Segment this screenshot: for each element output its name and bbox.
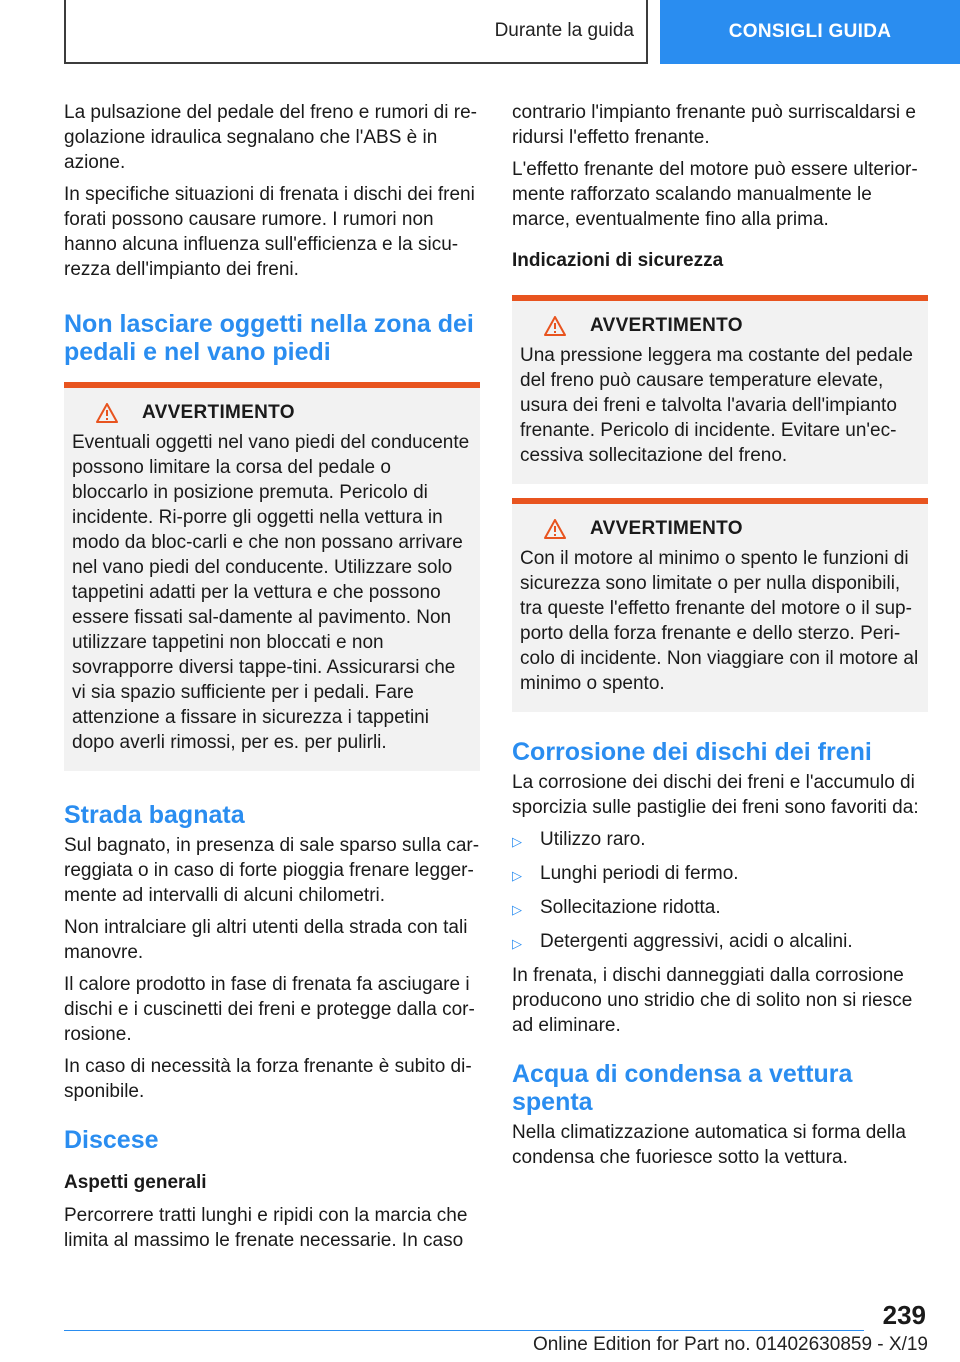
paragraph: Sul bagnato, in presenza di sale sparso sulla car-reggiata o in caso di forte pioggia frenare legger-mente ad intervalli di alcuni chilometri. — [64, 835, 480, 906]
list-item-text: Detergenti aggressivi, acidi o alcalini. — [540, 931, 853, 952]
triangle-bullet-icon: ▷ — [512, 936, 522, 951]
warning-box — [512, 295, 928, 484]
list-item-text: Sollecitazione ridotta. — [540, 897, 721, 918]
paragraph: In caso di necessità la forza frenante è subito di-sponibile. — [64, 1056, 472, 1102]
warning-text: Con il motore al minimo o spento le funzioni di sicurezza sono limitate o per nulla disponibili, tra queste l'effetto frenante del motore o il sup-porto della forza frenante e dello sterzo. Peri-colo di incidente. Non viaggiare con il motore al minimo o spento. — [520, 548, 919, 694]
paragraph: Non intralciare gli altri utenti della strada con tali manovre. — [64, 917, 468, 963]
list-item-text: Lunghi periodi di fermo. — [540, 863, 739, 884]
paragraph: La corrosione dei dischi dei freni e l'accumulo di sporcizia sulle pastiglie dei freni sono favoriti da: — [512, 772, 919, 818]
warning-text: Una pressione leggera ma costante del pedale del freno può causare temperature elevate, usura dei freni e talvolta l'avaria dell'impianto frenante. Pericolo di incidente. Evitare un'ec-cessiva sollecitazione del freno. — [520, 345, 913, 466]
paragraph: Percorrere tratti lunghi e ripidi con la marcia che limita al massimo le frenate necessarie. In caso — [64, 1205, 468, 1251]
header-section-tab[interactable] — [64, 0, 648, 64]
list-item — [512, 895, 928, 922]
section-heading-strada-bagnata: Strada bagnata — [64, 801, 245, 829]
warning-box — [512, 498, 928, 712]
warning-header — [72, 402, 472, 424]
bullet-list — [512, 827, 928, 956]
warning-box — [64, 382, 480, 771]
left-column — [64, 100, 480, 1260]
warning-header — [520, 518, 920, 540]
subheading-aspetti-generali: Aspetti generali — [64, 1172, 207, 1193]
header-section-label: Durante la guida — [494, 20, 634, 41]
paragraph: In frenata, i dischi danneggiati dalla corrosione producono uno stridio che di solito non si riesce ad eliminare. — [512, 965, 913, 1036]
right-column — [512, 100, 928, 1177]
paragraph: In specifiche situazioni di frenata i dischi dei freni forati possono causare rumore. I rumori non hanno alcuna influenza sull'efficienza e la sicu-rezza dell'impianto dei freni. — [64, 184, 475, 280]
warning-header — [520, 315, 920, 337]
section-heading-pedali: Non lasciare oggetti nella zona dei pedali e nel vano piedi — [64, 310, 474, 366]
footer-text: Online Edition for Part no. 01402630859 - X/19 — [532, 1334, 928, 1355]
warning-title: AVVERTIMENTO — [590, 518, 743, 539]
footer-divider — [64, 1330, 864, 1331]
section-heading-corrosione: Corrosione dei dischi dei freni — [512, 738, 872, 766]
paragraph: L'effetto frenante del motore può essere ulterior-mente rafforzato scalando manualmente le marce, eventualmente fino alla prima. — [512, 159, 918, 230]
list-item-text: Utilizzo raro. — [540, 829, 646, 850]
header-chapter-tab[interactable] — [660, 0, 960, 64]
warning-triangle-icon — [520, 316, 590, 336]
warning-title: AVVERTIMENTO — [590, 315, 743, 336]
list-item — [512, 929, 928, 956]
warning-triangle-icon — [72, 403, 142, 423]
triangle-bullet-icon: ▷ — [512, 834, 522, 849]
warning-text: Eventuali oggetti nel vano piedi del conducente possono limitare la corsa del pedale o bloccarlo in posizione premuta. Pericolo di incidente. Ri-porre gli oggetti nella vettura in modo da bloc-carli e che non possano arrivare nel vano piedi del conducente. Utilizzare solo tappetini adatti per la vettura e che possono essere fissati sal-damente al pavimento. Non utilizzare tappetini non bloccati e non sovrapporre diversi tappe-tini. Assicurarsi che vi sia spazio sufficiente per i pedali. Fare attenzione a fissare in sicurezza i tappetini dopo averli rimossi, per es. per pulirli. — [72, 432, 470, 753]
page-number: 239 — [882, 1300, 926, 1330]
header-chapter-label: CONSIGLI GUIDA — [728, 21, 892, 42]
warning-title: AVVERTIMENTO — [142, 402, 295, 423]
paragraph: La pulsazione del pedale del freno e rumori di re-golazione idraulica segnalano che l'ABS è in azione. — [64, 102, 477, 173]
triangle-bullet-icon: ▷ — [512, 868, 522, 883]
subheading-indicazioni-sicurezza: Indicazioni di sicurezza — [512, 250, 724, 271]
paragraph: Nella climatizzazione automatica si forma della condensa che fuoriesce sotto la vettura. — [512, 1122, 906, 1168]
paragraph: contrario l'impianto frenante può surriscaldarsi e ridursi l'effetto frenante. — [512, 102, 916, 148]
list-item — [512, 827, 928, 854]
section-heading-condensa: Acqua di condensa a vettura spenta — [512, 1060, 853, 1116]
list-item — [512, 861, 928, 888]
triangle-bullet-icon: ▷ — [512, 902, 522, 917]
section-heading-discese: Discese — [64, 1126, 159, 1154]
paragraph: Il calore prodotto in fase di frenata fa asciugare i dischi e i cuscinetti dei freni e protegge dalla cor-rosione. — [64, 974, 475, 1045]
warning-triangle-icon — [520, 519, 590, 539]
